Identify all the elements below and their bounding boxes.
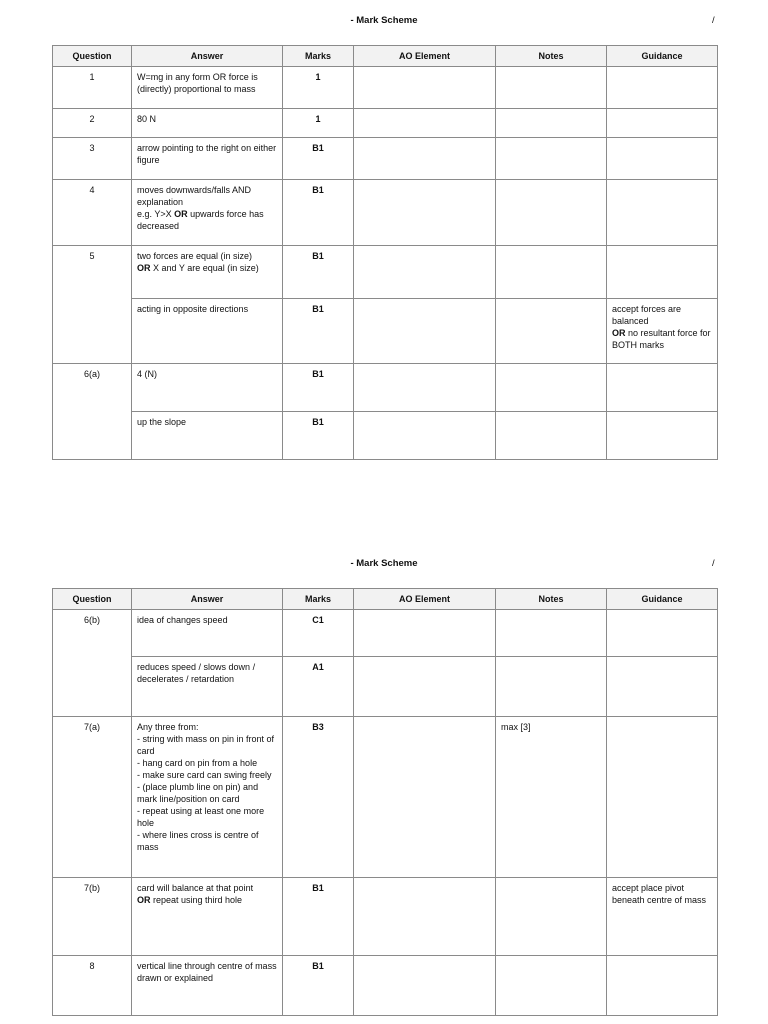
table-row — [53, 412, 718, 460]
question-number: 3 — [53, 138, 132, 180]
marks-cell: B3 — [283, 717, 354, 878]
question-number: 5 — [53, 246, 132, 364]
header-guidance: Guidance — [607, 46, 718, 67]
answer-cell: vertical line through centre of mass drawn or explained — [132, 956, 283, 1016]
guidance-cell — [607, 67, 718, 109]
guidance-cell — [607, 138, 718, 180]
header-row — [53, 589, 718, 610]
question-number: 7(b) — [53, 878, 132, 956]
header-answer: Answer — [132, 589, 283, 610]
notes-cell — [496, 956, 607, 1016]
page-number-mark: / — [712, 15, 715, 26]
table-row — [53, 299, 718, 364]
table-row — [53, 657, 718, 717]
answer-line: moves downwards/falls AND explanation — [137, 185, 252, 207]
guidance-cell — [607, 299, 718, 364]
guidance-cell — [607, 657, 718, 717]
answer-text: X and Y are equal (in size) — [150, 263, 259, 273]
table-row — [53, 610, 718, 657]
answer-text: upwards force has decreased — [137, 209, 264, 231]
marks-cell: A1 — [283, 657, 354, 717]
answer-cell: Any three from: - string with mass on pin in front of card - hang card on pin from a hole - make sure card can swing freely - (place plumb line on pin) and mark line/position on card - repeat using at least one more hole - where lines cross is centre of mass — [132, 717, 283, 878]
ao-element-cell — [354, 610, 496, 657]
header-row — [53, 46, 718, 67]
notes-cell — [496, 67, 607, 109]
answer-line — [137, 208, 277, 232]
answer-cell: up the slope — [132, 412, 283, 460]
header-guidance: Guidance — [607, 589, 718, 610]
question-number: 1 — [53, 67, 132, 109]
header-ao-element: AO Element — [354, 46, 496, 67]
answer-cell — [132, 878, 283, 956]
marks-cell: B1 — [283, 364, 354, 412]
answer-cell: acting in opposite directions — [132, 299, 283, 364]
table-row — [53, 138, 718, 180]
header-marks: Marks — [283, 46, 354, 67]
notes-cell — [496, 364, 607, 412]
page-title: - Mark Scheme — [350, 558, 418, 569]
guidance-cell — [607, 109, 718, 138]
ao-element-cell — [354, 878, 496, 956]
marks-cell: B1 — [283, 246, 354, 299]
answer-cell: W=mg in any form OR force is (directly) proportional to mass — [132, 67, 283, 109]
guidance-line: accept forces are balanced — [612, 304, 682, 326]
notes-cell — [496, 657, 607, 717]
ao-element-cell — [354, 956, 496, 1016]
answer-cell: idea of changes speed — [132, 610, 283, 657]
answer-line: card will balance at that point — [137, 883, 254, 893]
answer-cell: 4 (N) — [132, 364, 283, 412]
marks-cell: B1 — [283, 138, 354, 180]
header-notes: Notes — [496, 46, 607, 67]
marks-cell: 1 — [283, 67, 354, 109]
page-header — [0, 558, 768, 572]
ao-element-cell — [354, 412, 496, 460]
answer-cell — [132, 246, 283, 299]
notes-cell: max [3] — [496, 717, 607, 878]
table-row — [53, 67, 718, 109]
guidance-cell — [607, 364, 718, 412]
or-keyword: OR — [137, 263, 151, 273]
marks-cell: 1 — [283, 109, 354, 138]
notes-cell — [496, 412, 607, 460]
notes-cell — [496, 246, 607, 299]
page-number-mark: / — [712, 558, 715, 569]
table-row — [53, 717, 718, 878]
answer-line: two forces are equal (in size) — [137, 251, 253, 261]
marks-cell: B1 — [283, 412, 354, 460]
page-title: - Mark Scheme — [350, 15, 418, 26]
guidance-line — [612, 327, 712, 351]
ao-element-cell — [354, 717, 496, 878]
or-keyword: OR — [174, 209, 188, 219]
table-row — [53, 364, 718, 412]
question-number: 2 — [53, 109, 132, 138]
table-row — [53, 878, 718, 956]
answer-line — [137, 262, 277, 274]
answer-text: repeat using third hole — [150, 895, 243, 905]
guidance-text: no resultant force for BOTH marks — [612, 328, 711, 350]
question-number: 4 — [53, 180, 132, 246]
answer-cell: 80 N — [132, 109, 283, 138]
notes-cell — [496, 180, 607, 246]
ao-element-cell — [354, 246, 496, 299]
mark-scheme-table — [52, 588, 718, 1016]
table-row — [53, 180, 718, 246]
ao-element-cell — [354, 138, 496, 180]
marks-cell: B1 — [283, 299, 354, 364]
answer-cell: reduces speed / slows down / decelerates / retardation — [132, 657, 283, 717]
table-row — [53, 246, 718, 299]
answer-line — [137, 894, 277, 906]
ao-element-cell — [354, 109, 496, 138]
page-header — [0, 15, 768, 29]
ao-element-cell — [354, 364, 496, 412]
header-notes: Notes — [496, 589, 607, 610]
or-keyword: OR — [612, 328, 626, 338]
header-answer: Answer — [132, 46, 283, 67]
or-keyword: OR — [137, 895, 151, 905]
answer-text: e.g. Y>X — [137, 209, 175, 219]
notes-cell — [496, 878, 607, 956]
table-row — [53, 956, 718, 1016]
marks-cell: B1 — [283, 180, 354, 246]
table-row — [53, 109, 718, 138]
question-number: 7(a) — [53, 717, 132, 878]
guidance-cell — [607, 246, 718, 299]
notes-cell — [496, 109, 607, 138]
question-number: 6(a) — [53, 364, 132, 460]
question-number: 6(b) — [53, 610, 132, 717]
header-question: Question — [53, 589, 132, 610]
answer-cell — [132, 180, 283, 246]
ao-element-cell — [354, 657, 496, 717]
notes-cell — [496, 138, 607, 180]
ao-element-cell — [354, 67, 496, 109]
mark-scheme-table — [52, 45, 718, 460]
header-marks: Marks — [283, 589, 354, 610]
ao-element-cell — [354, 180, 496, 246]
marks-cell: C1 — [283, 610, 354, 657]
guidance-cell — [607, 610, 718, 657]
marks-cell: B1 — [283, 878, 354, 956]
notes-cell — [496, 610, 607, 657]
question-number: 8 — [53, 956, 132, 1016]
answer-cell: arrow pointing to the right on either figure — [132, 138, 283, 180]
ao-element-cell — [354, 299, 496, 364]
guidance-cell — [607, 956, 718, 1016]
guidance-cell — [607, 412, 718, 460]
guidance-cell: accept place pivot beneath centre of mass — [607, 878, 718, 956]
guidance-cell — [607, 717, 718, 878]
guidance-cell — [607, 180, 718, 246]
marks-cell: B1 — [283, 956, 354, 1016]
header-question: Question — [53, 46, 132, 67]
notes-cell — [496, 299, 607, 364]
header-ao-element: AO Element — [354, 589, 496, 610]
